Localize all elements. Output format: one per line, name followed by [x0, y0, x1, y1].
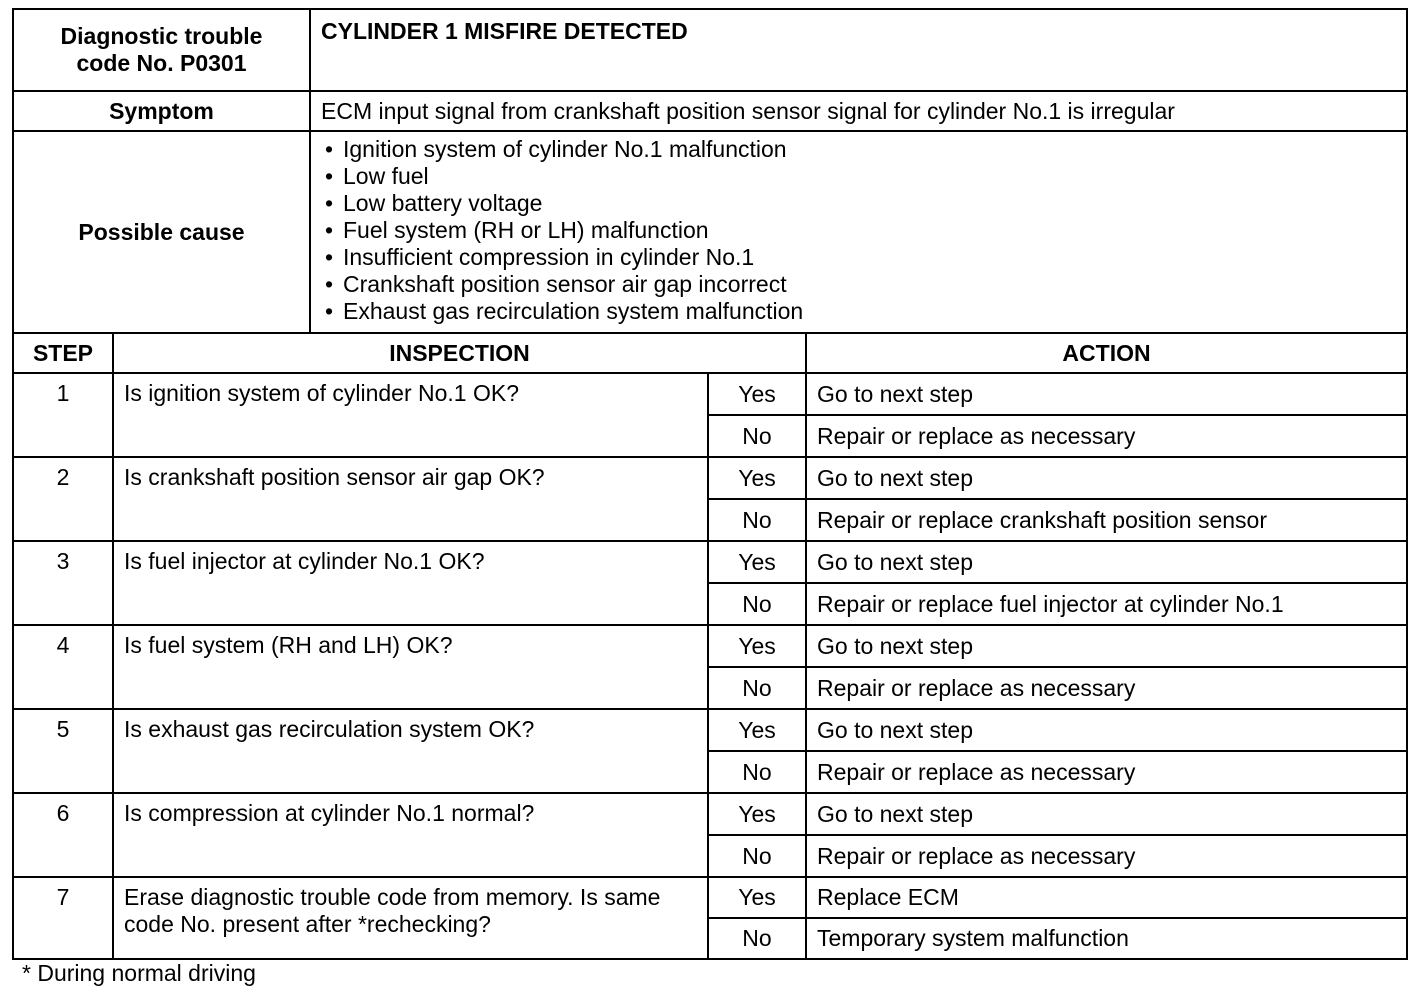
dtc-code-label-text: Diagnostic trouble code No. P0301 — [60, 23, 263, 76]
symptom-row — [13, 91, 1407, 131]
possible-cause-row — [13, 131, 1407, 333]
possible-cause-cell — [310, 131, 1407, 333]
no-action: Repair or replace as necessary — [806, 751, 1407, 793]
step-row-yes — [13, 625, 1407, 667]
no-action: Repair or replace as necessary — [806, 415, 1407, 457]
yes-label: Yes — [708, 709, 806, 751]
step-inspection: Is exhaust gas recirculation system OK? — [113, 709, 708, 793]
cause-item: • Fuel system (RH or LH) malfunction — [321, 217, 1396, 244]
step-inspection: Is fuel injector at cylinder No.1 OK? — [113, 541, 708, 625]
possible-cause-list — [311, 132, 1406, 329]
possible-cause-label: Possible cause — [13, 131, 310, 333]
step-number: 7 — [13, 877, 113, 959]
step-number: 1 — [13, 373, 113, 457]
no-action: Temporary system malfunction — [806, 918, 1407, 959]
step-number: 2 — [13, 457, 113, 541]
step-number: 4 — [13, 625, 113, 709]
yes-label: Yes — [708, 457, 806, 499]
step-inspection: Is fuel system (RH and LH) OK? — [113, 625, 708, 709]
step-row-yes — [13, 373, 1407, 415]
step-row-yes — [13, 793, 1407, 835]
no-label: No — [708, 918, 806, 959]
column-header-row — [13, 333, 1407, 373]
step-inspection: Is compression at cylinder No.1 normal? — [113, 793, 708, 877]
no-label: No — [708, 415, 806, 457]
no-action: Repair or replace as necessary — [806, 667, 1407, 709]
step-number: 3 — [13, 541, 113, 625]
yes-action: Go to next step — [806, 793, 1407, 835]
no-label: No — [708, 667, 806, 709]
dtc-title: CYLINDER 1 MISFIRE DETECTED — [310, 9, 1407, 91]
no-label: No — [708, 499, 806, 541]
cause-item: • Ignition system of cylinder No.1 malfunction — [321, 136, 1396, 163]
dtc-header-row — [13, 9, 1407, 91]
step-row-yes — [13, 709, 1407, 751]
dtc-table — [12, 8, 1408, 960]
step-number: 5 — [13, 709, 113, 793]
footnote: * During normal driving — [22, 960, 256, 986]
symptom-label: Symptom — [13, 91, 310, 131]
no-action: Repair or replace as necessary — [806, 835, 1407, 877]
yes-action: Go to next step — [806, 457, 1407, 499]
symptom-text: ECM input signal from crankshaft position sensor signal for cylinder No.1 is irregular — [310, 91, 1407, 131]
yes-action: Go to next step — [806, 373, 1407, 415]
no-action: Repair or replace fuel injector at cylinder No.1 — [806, 583, 1407, 625]
yes-label: Yes — [708, 625, 806, 667]
yes-action: Go to next step — [806, 541, 1407, 583]
yes-action: Go to next step — [806, 625, 1407, 667]
step-inspection: Is crankshaft position sensor air gap OK? — [113, 457, 708, 541]
yes-label: Yes — [708, 877, 806, 918]
cause-item: • Low fuel — [321, 163, 1396, 190]
step-row-yes — [13, 541, 1407, 583]
cause-item: • Low battery voltage — [321, 190, 1396, 217]
yes-label: Yes — [708, 373, 806, 415]
no-label: No — [708, 751, 806, 793]
yes-label: Yes — [708, 541, 806, 583]
yes-action: Replace ECM — [806, 877, 1407, 918]
no-label: No — [708, 835, 806, 877]
no-action: Repair or replace crankshaft position sensor — [806, 499, 1407, 541]
inspection-column-header: INSPECTION — [113, 333, 806, 373]
no-label: No — [708, 583, 806, 625]
action-column-header: ACTION — [806, 333, 1407, 373]
yes-action: Go to next step — [806, 709, 1407, 751]
step-inspection: Erase diagnostic trouble code from memory. Is same code No. present after *rechecking? — [113, 877, 708, 959]
cause-item: • Exhaust gas recirculation system malfunction — [321, 298, 1396, 325]
step-row-yes — [13, 877, 1407, 918]
cause-item: • Insufficient compression in cylinder No.1 — [321, 244, 1396, 271]
dtc-code-label — [13, 9, 310, 91]
cause-item: • Crankshaft position sensor air gap incorrect — [321, 271, 1396, 298]
step-number: 6 — [13, 793, 113, 877]
yes-label: Yes — [708, 793, 806, 835]
step-column-header: STEP — [13, 333, 113, 373]
step-inspection: Is ignition system of cylinder No.1 OK? — [113, 373, 708, 457]
step-row-yes — [13, 457, 1407, 499]
